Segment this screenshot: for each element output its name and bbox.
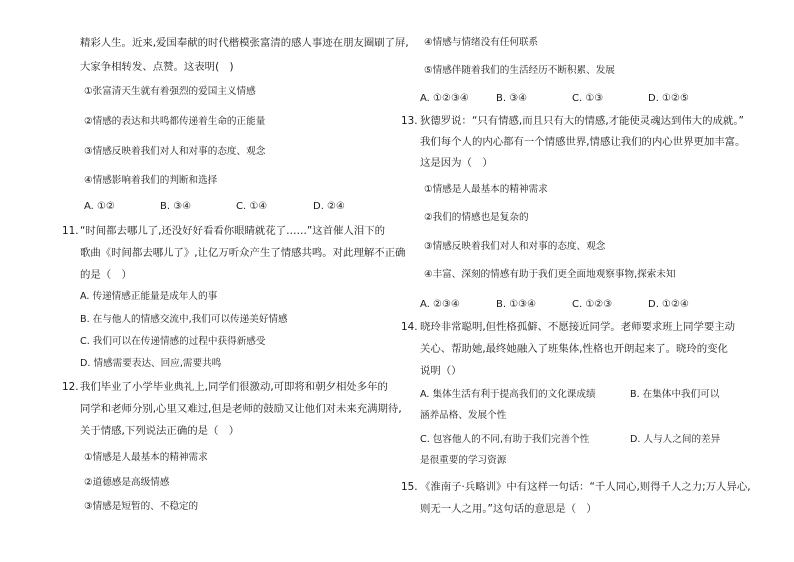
q11-number: 11.: [62, 225, 79, 237]
q13-choice-c: C. ①②③: [572, 299, 613, 310]
q13-stem-line-2: 我们每个人的内心都有一个情感世界,情感让我们的内心世界更加丰富。: [420, 136, 746, 148]
q13-stem-line-1: 狄德罗说：“只有情感,而且只有大的情感,才能使灵魂达到伟大的成就。”: [420, 115, 744, 127]
q14-choice-b: B. 在集体中我们可以: [630, 389, 720, 400]
q12-item-3: ③情感是短暂的、不稳定的: [84, 501, 199, 512]
q13-choice-d: D. ①②④: [648, 299, 689, 310]
q14-stem-line-1: 晓玲非常聪明,但性格孤僻、不愿接近同学。老师要求班上同学要主动: [420, 321, 736, 333]
q10-choice-c: C. ①④: [236, 201, 268, 212]
q10-choice-d: D. ②④: [313, 201, 345, 212]
q13-number: 13.: [401, 115, 418, 127]
q13-choice-a: A. ②③④: [420, 299, 460, 310]
q10-item-1: ①张富清天生就有着强烈的爱国主义情感: [84, 86, 256, 97]
q12-choice-a: A. ①②③④: [420, 93, 469, 104]
q12-item-5: ⑤情感伴随着我们的生活经历不断积累、发展: [424, 65, 615, 76]
q12-item-2: ②道德感是高级情感: [84, 477, 170, 488]
q11-stem-line-1: “时间都去哪儿了,还没好好看看你眼睛就花了……”这首催人泪下的: [80, 225, 386, 237]
q12-item-4: ④情感与情绪没有任何联系: [424, 37, 539, 48]
q14-choice-d-cont: 是很重要的学习资源: [420, 455, 507, 466]
q13-item-1: ①情感是人最基本的精神需求: [424, 184, 548, 195]
q12-stem-line-3: 关于情感,下列说法正确的是（ ）: [80, 425, 240, 437]
q12-number: 12.: [62, 381, 79, 393]
q11-choice-b: B. 在与他人的情感交流中,我们可以传递美好情感: [80, 314, 288, 325]
q14-stem-line-2: 关心、帮助她,最终她融入了班集体,性格也开朗起来了。晓玲的变化: [420, 343, 728, 355]
q14-stem-line-3: 说明（）: [420, 365, 462, 377]
q11-choice-d: D. 情感需要表达、回应,需要共鸣: [80, 358, 222, 369]
q13-item-4: ④丰富、深刻的情感有助于我们更全面地观察事物,探索未知: [424, 269, 676, 280]
q14-choice-c: C. 包容他人的不同,有助于我们完善个性: [420, 434, 590, 445]
q12-stem-line-1: 我们毕业了小学毕业典礼上,同学们很激动,可即将和朝夕相处多年的: [80, 381, 388, 393]
q10-item-2: ②情感的表达和共鸣都传递着生命的正能量: [84, 116, 266, 127]
q11-choice-c: C. 我们可以在传递情感的过程中获得新感受: [80, 336, 266, 347]
q14-choice-d: D. 人与人之间的差异: [630, 434, 721, 445]
q12-choice-c: C. ①③: [572, 93, 604, 104]
q10-item-3: ③情感反映着我们对人和对事的态度、观念: [84, 146, 266, 157]
q11-stem-line-2: 歌曲《时间都去哪儿了》,让亿万听众产生了情感共鸣。对此理解不正确: [80, 247, 406, 259]
q15-number: 15.: [401, 481, 418, 493]
q12-stem-line-2: 同学和老师分别,心里又难过,但是老师的鼓励又让他们对未来充满期待,: [80, 403, 402, 415]
q10-item-4: ④情感影响着我们的判断和选择: [84, 175, 218, 186]
q11-choice-a: A. 传递情感正能量是成年人的事: [80, 291, 218, 302]
q14-number: 14.: [401, 321, 418, 333]
q12-choice-d: D. ①②⑤: [648, 93, 689, 104]
q13-item-3: ③情感反映着我们对人和对事的态度、观念: [424, 241, 606, 252]
q10-choice-b: B. ③④: [160, 201, 192, 212]
q15-stem-line-1: 《淮南子·兵略训》中有这样一句话：“千人同心,则得千人之力;万人异心,: [420, 481, 751, 493]
q14-choice-a: A. 集体生活有利于提高我们的文化课成绩: [420, 389, 596, 400]
q10-stem-line-2: 大家争相转发、点赞。这表明( ): [80, 61, 234, 73]
q13-item-2: ②我们的情感也是复杂的: [424, 212, 529, 223]
q13-stem-line-3: 这是因为（ ）: [420, 157, 493, 169]
q10-stem-line-1: 精彩人生。近来,爱国奉献的时代楷模张富清的感人事迹在朋友圈刷了屏,: [80, 37, 409, 49]
q10-choice-a: A. ①②: [84, 201, 115, 212]
q12-choice-b: B. ③④: [496, 93, 528, 104]
q12-item-1: ①情感是人最基本的精神需求: [84, 452, 208, 463]
q11-stem-line-3: 的是（ ）: [80, 269, 132, 281]
q14-choice-b-cont: 涵养品格、发展个性: [420, 410, 507, 421]
q15-stem-line-2: 则无一人之用。”这句话的意思是（ ）: [420, 503, 597, 515]
q13-choice-b: B. ①③④: [496, 299, 537, 310]
